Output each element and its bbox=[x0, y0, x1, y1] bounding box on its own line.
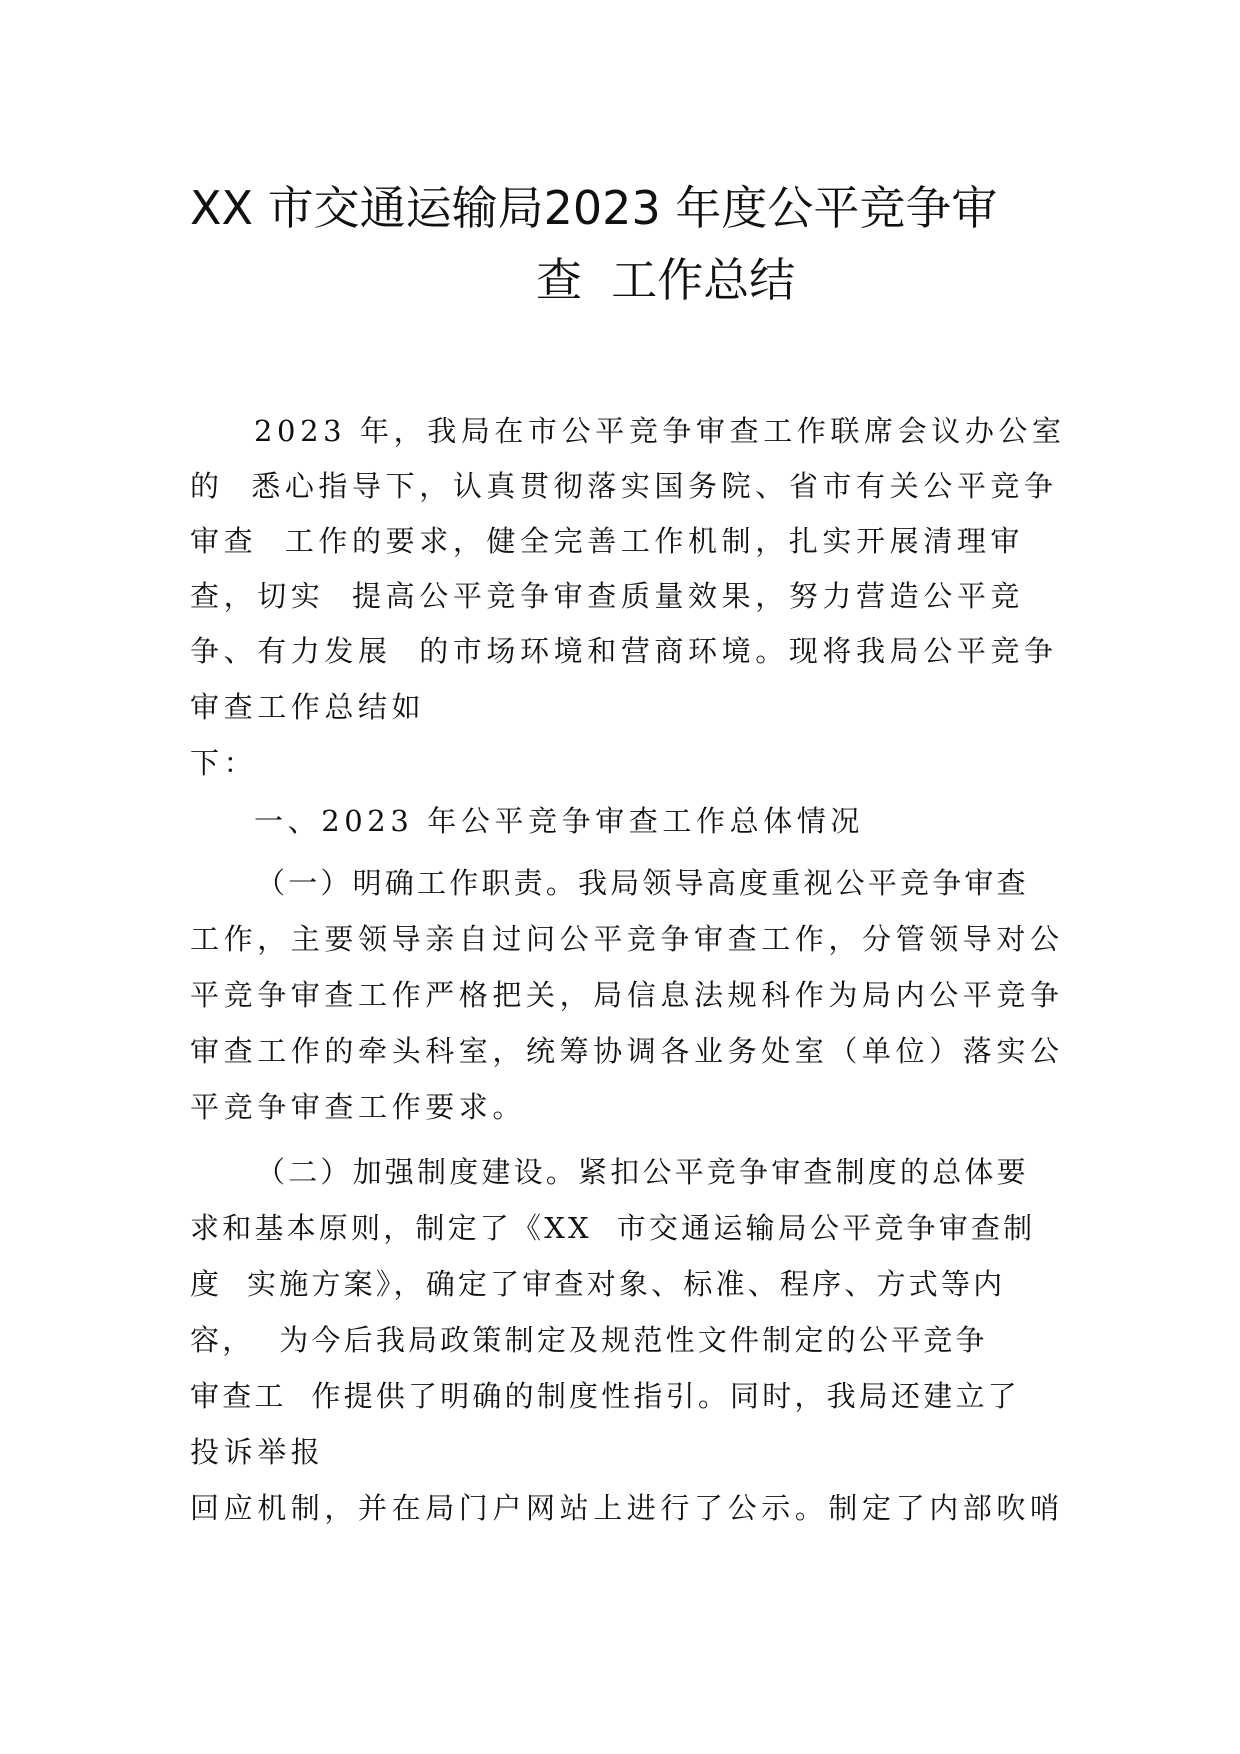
body-line: 下： bbox=[190, 746, 258, 780]
body-line: （二）加强制度建设。紧扣公平竞争审查制度的总体要 bbox=[256, 1155, 1029, 1189]
section-heading: 一、2023 年公平竞争审查工作总体情况 bbox=[254, 804, 865, 838]
body-line: 平竞争审查工作严格把关，局信息法规科作为局内公平竞争 bbox=[190, 978, 1064, 1012]
body-line: 平竞争审查工作要求。 bbox=[190, 1090, 527, 1124]
body-line: 容， 为今后我局政策制定及规范性文件制定的公平竞争 bbox=[190, 1323, 988, 1357]
body-line: 求和基本原则，制定了《XX 市交通运输局公平竞争审查制 bbox=[190, 1211, 1036, 1245]
body-line: 投诉举报 bbox=[190, 1435, 325, 1469]
body-line: 审查工作总结如 bbox=[190, 690, 426, 724]
body-line: 审查工作的牵头科室，统筹协调各业务处室（单位）落实公 bbox=[190, 1034, 1064, 1068]
body-line: （一）明确工作职责。我局领导高度重视公平竞争审查 bbox=[256, 866, 1029, 900]
body-line: 审查工 作提供了明确的制度性指引。同时，我局还建立了 bbox=[190, 1379, 1020, 1413]
body-line: 争、有力发展 的市场环境和营商环境。现将我局公平竞争 bbox=[190, 634, 1058, 668]
body-line: 审查 工作的要求，健全完善工作机制，扎实开展清理审 bbox=[190, 524, 1025, 558]
document-title-line-1: XX 市交通运输局2023 年度公平竞争审 bbox=[190, 181, 998, 235]
body-line: 的 悉心指导下，认真贯彻落实国务院、省市有关公平竞争 bbox=[190, 469, 1058, 503]
document-title-line-2: 查 工作总结 bbox=[536, 253, 796, 307]
body-line: 度 实施方案》，确定了审查对象、标准、程序、方式等内 bbox=[190, 1267, 1006, 1301]
body-line: 工作，主要领导亲自过问公平竞争审查工作，分管领导对公 bbox=[190, 922, 1064, 956]
body-line: 回应机制，并在局门户网站上进行了公示。制定了内部吹哨 bbox=[190, 1491, 1064, 1525]
body-line: 查，切实 提高公平竞争审查质量效果，努力营造公平竞 bbox=[190, 579, 1025, 613]
body-line: 2023 年，我局在市公平竞争审查工作联席会议办公室 bbox=[254, 414, 1066, 448]
